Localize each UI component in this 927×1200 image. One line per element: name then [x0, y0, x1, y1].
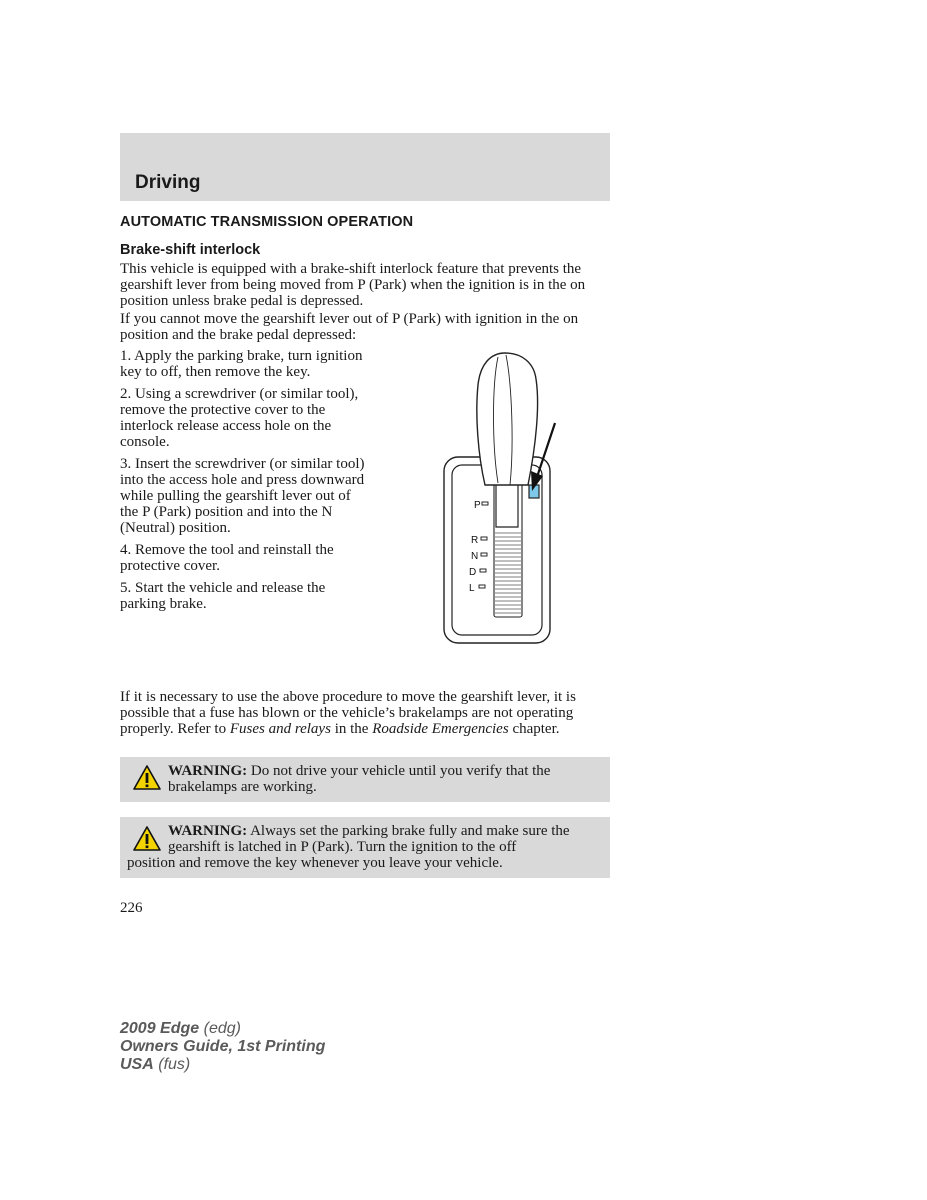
- warning-2-text-continued: position and remove the key whenever you leave your vehicle.: [127, 855, 503, 871]
- gearshift-illustration: [430, 345, 580, 650]
- step-2: 2. Using a screwdriver (or similar tool), remove the protective cover to the interlock release access hole on the console.: [120, 386, 359, 450]
- intro-paragraph-2: If you cannot move the gearshift lever out of P (Park) with ignition in the on position and the brake pedal depressed:: [120, 311, 579, 343]
- warning-2-label: WARNING:: [168, 823, 248, 839]
- section-title: Driving: [135, 172, 201, 193]
- fuse-text-3: chapter.: [508, 721, 560, 737]
- procedure-steps: [120, 348, 365, 618]
- fuse-text-2: in the: [330, 721, 373, 737]
- step-5: 5. Start the vehicle and release the parking brake.: [120, 580, 326, 612]
- footer-guide: Owners Guide, 1st Printing: [120, 1038, 326, 1055]
- gear-label-r: R: [471, 535, 479, 546]
- gear-label-d: D: [469, 567, 477, 578]
- page-heading: AUTOMATIC TRANSMISSION OPERATION: [120, 214, 414, 230]
- fuse-paragraph: [120, 689, 612, 737]
- warning-triangle-icon: [132, 825, 162, 852]
- fuse-text-1: If it is necessary to use the above procedure to move the gearshift lever, it is possible that a fuse has blown or the vehicle’s brakelamps are not operating properly. Refer to: [120, 689, 576, 737]
- footer-model: 2009 Edge: [120, 1020, 200, 1037]
- step-4: 4. Remove the tool and reinstall the protective cover.: [120, 542, 334, 574]
- gear-label-p: P: [474, 500, 481, 511]
- gear-label-l: L: [469, 583, 475, 594]
- lever-handle: [477, 353, 538, 485]
- intro-paragraph-1: This vehicle is equipped with a brake-shift interlock feature that prevents the gearshift lever from being moved from P (Park) when the ignition is in the on position unless brake pedal is depressed.: [120, 261, 586, 309]
- fuses-relays-reference: Fuses and relays: [229, 721, 331, 737]
- footer-region: USA: [120, 1056, 154, 1073]
- document-footer: [120, 1020, 325, 1074]
- warning-box-1: [120, 757, 610, 802]
- subheading: Brake-shift interlock: [120, 242, 261, 258]
- gear-label-n: N: [471, 551, 479, 562]
- warning-1-text: [168, 763, 598, 795]
- warning-box-2: [120, 817, 610, 878]
- warning-1-label: WARNING:: [168, 763, 248, 779]
- warning-triangle-icon: [132, 764, 162, 791]
- slot-stripes: [495, 533, 521, 613]
- roadside-emergencies-reference: Roadside Emergencies: [372, 721, 509, 737]
- step-3: 3. Insert the screwdriver (or similar tool) into the access hole and press downward while pulling the gearshift lever out of the P (Park) position and into the N (Neutral) position.: [120, 456, 365, 536]
- warning-2-text: [168, 823, 598, 855]
- page-number: 226: [120, 900, 143, 916]
- footer-model-code: (edg): [203, 1020, 241, 1037]
- footer-region-code: (fus): [158, 1056, 191, 1073]
- step-1: 1. Apply the parking brake, turn ignition key to off, then remove the key.: [120, 348, 363, 380]
- warning-1-body: Do not drive your vehicle until you verify that the brakelamps are working.: [168, 763, 551, 795]
- warning-2-body: Always set the parking brake fully and make sure the gearshift is latched in P (Park). Turn the ignition to the off: [168, 823, 570, 855]
